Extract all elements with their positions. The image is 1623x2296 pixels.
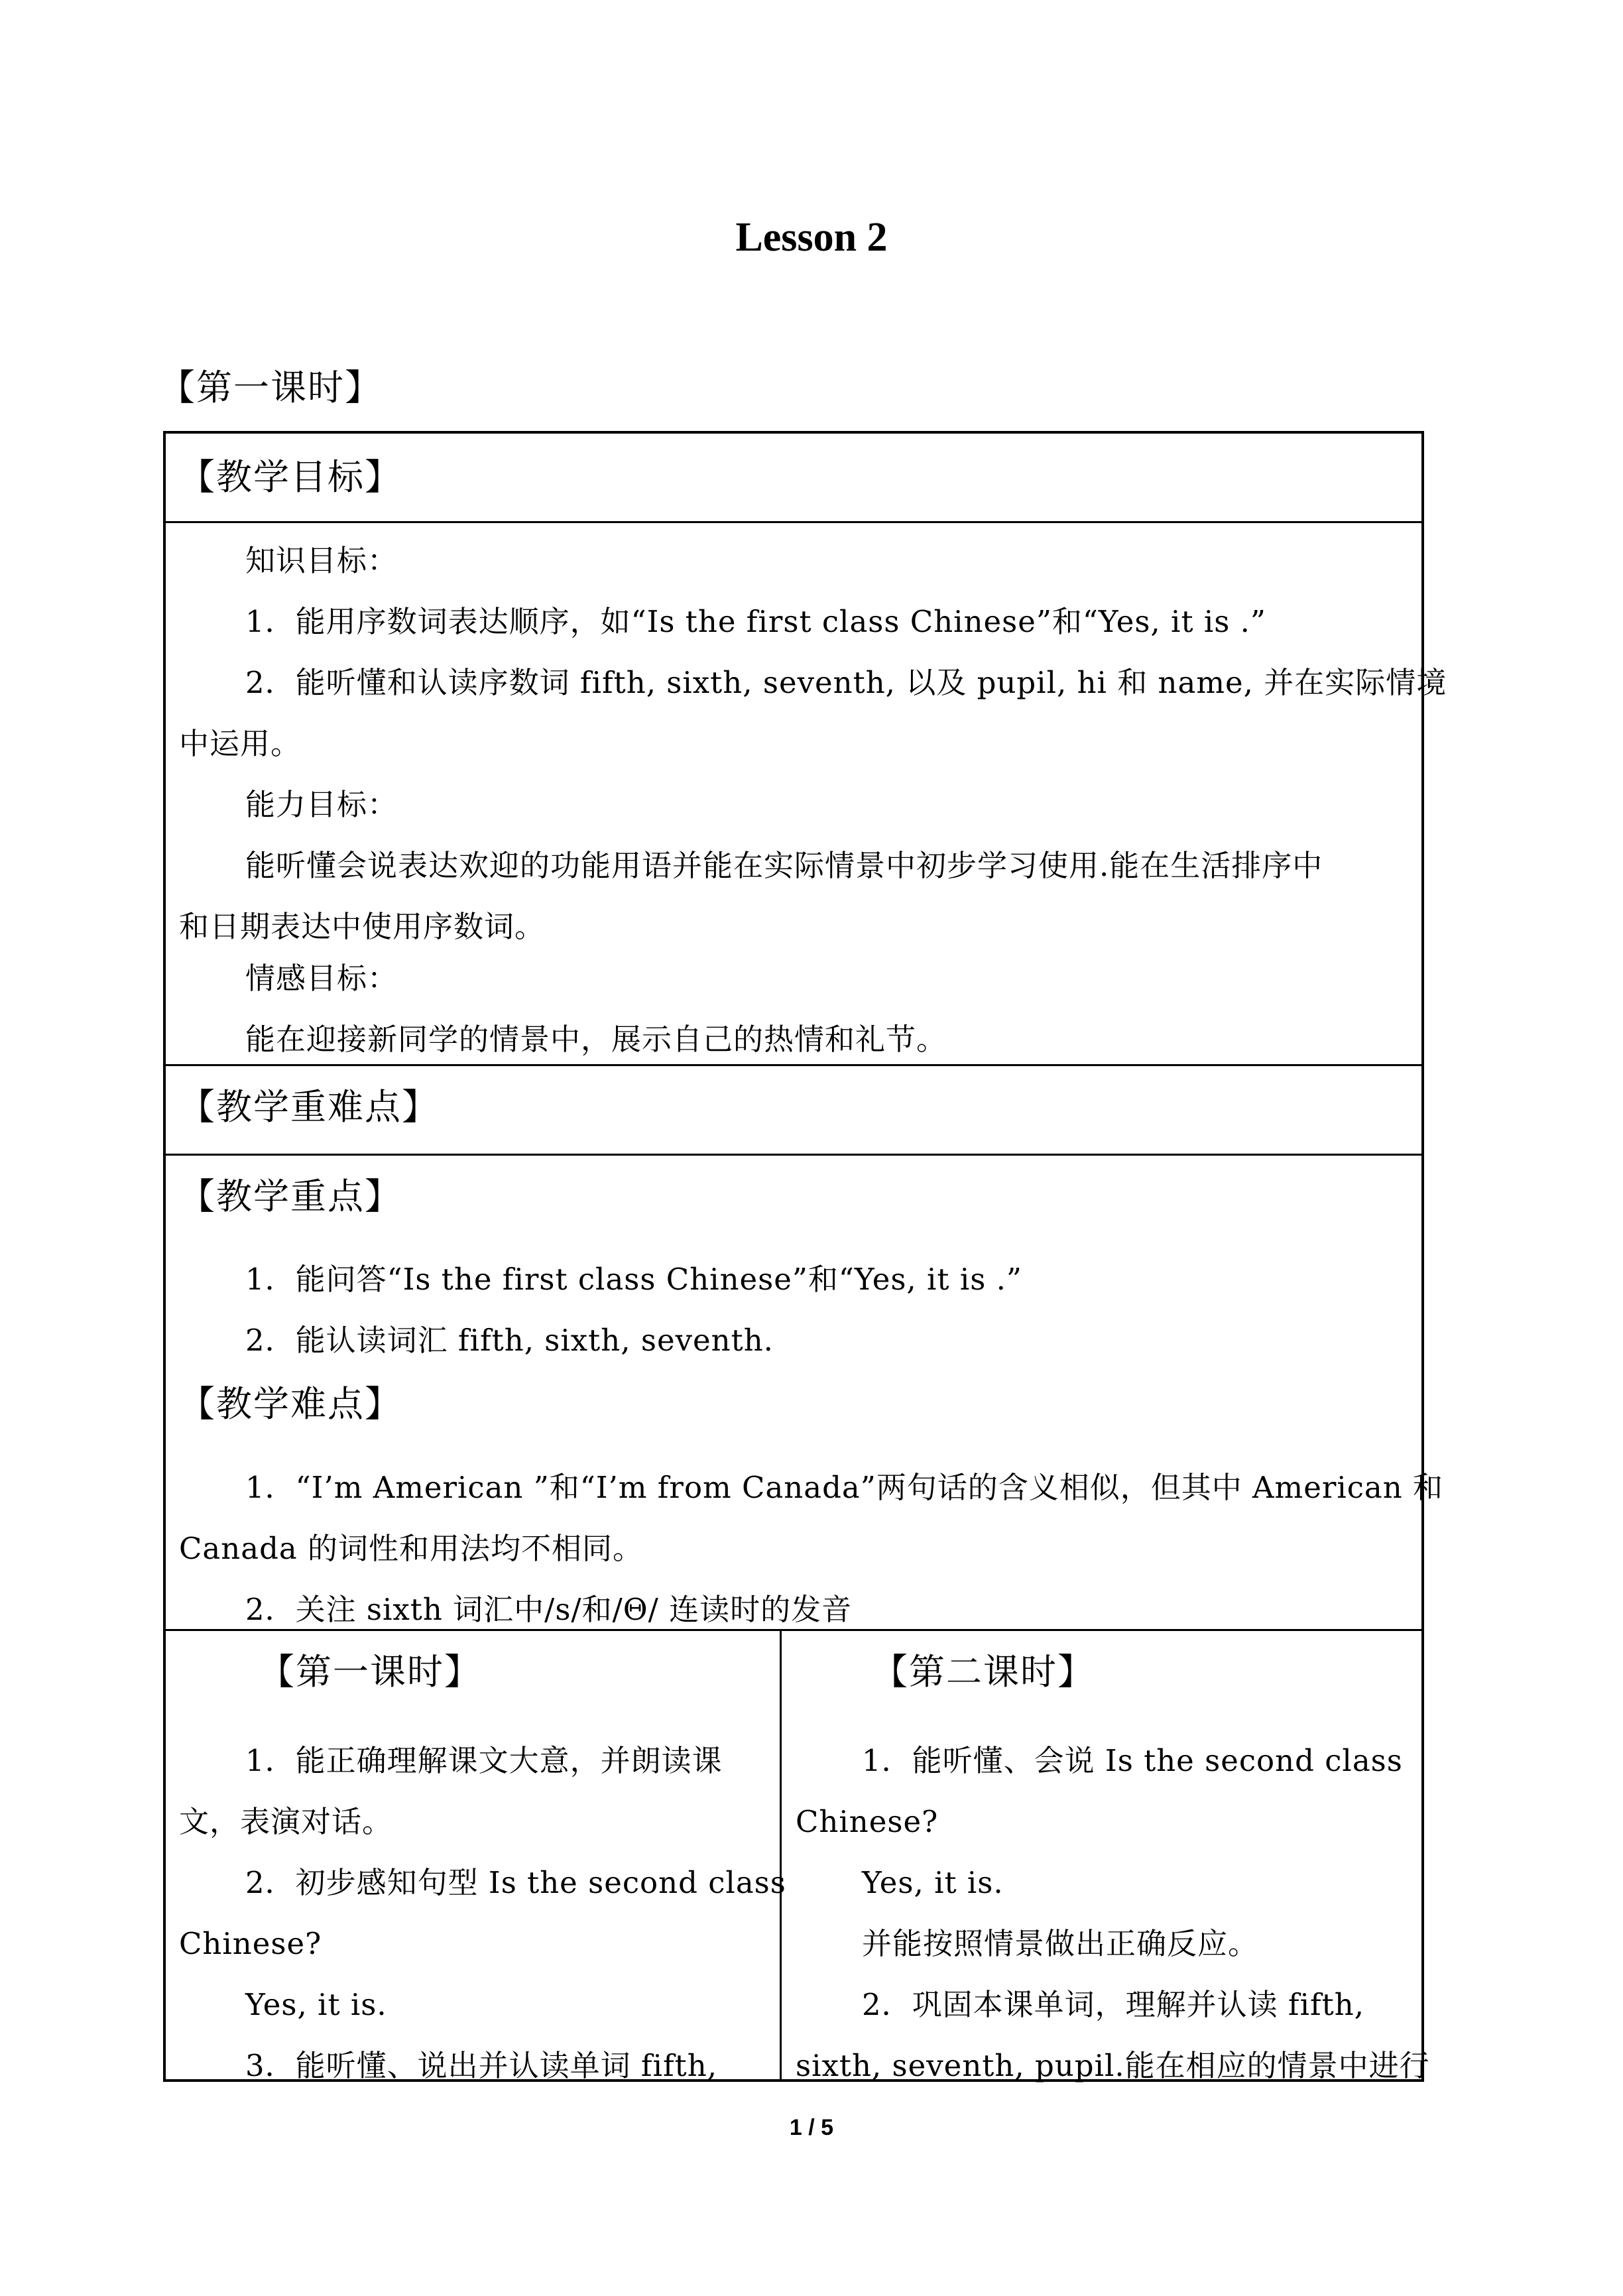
session-heading: 【第一课时】: [159, 367, 382, 408]
left-line-4: Chinese?: [179, 1926, 322, 1961]
row-divider: [163, 521, 1424, 523]
left-line-5: Yes, it is.: [245, 1987, 387, 2022]
knowledge-goal-2-line-2: 中运用。: [179, 726, 302, 761]
right-line-2: Chinese?: [796, 1804, 939, 1839]
right-line-3: Yes, it is.: [862, 1865, 1004, 1900]
knowledge-goal-1: 1．能用序数词表达顺序，如“Is the first class Chinese”和“Yes, it is .”: [245, 604, 1266, 639]
key-points-header: 【教学重点】: [179, 1176, 402, 1217]
left-line-2: 文，表演对话。: [179, 1804, 393, 1839]
ability-goal-label: 能力目标：: [245, 787, 398, 822]
left-line-3: 2．初步感知句型 Is the second class: [245, 1865, 786, 1900]
difficult-point-1-line-1: 1．“I’m American ”和“I’m from Canada”两句话的含义相似，但其中 American 和: [245, 1470, 1444, 1505]
key-point-1: 1．能问答“Is the first class Chinese”和“Yes, it is .”: [245, 1262, 1022, 1297]
page-number: 1 / 5: [789, 2115, 834, 2140]
knowledge-goal-label: 知识目标：: [245, 543, 398, 578]
right-column-header: 【第二课时】: [872, 1651, 1095, 1693]
right-line-6: sixth, seventh, pupil.能在相应的情景中进行: [796, 2048, 1430, 2083]
left-line-1: 1．能正确理解课文大意，并朗读课: [245, 1743, 723, 1778]
difficult-point-2: 2．关注 sixth 词汇中/s/和/Θ/ 连读时的发音: [245, 1592, 853, 1627]
left-line-6: 3．能听懂、说出并认读单词 fifth,: [245, 2048, 718, 2083]
knowledge-goal-2-line-1: 2．能听懂和认读序数词 fifth, sixth, seventh, 以及 pupil, hi 和 name, 并在实际情境: [245, 665, 1447, 700]
focus-header: 【教学重难点】: [179, 1086, 439, 1128]
ability-goal-line-1: 能听懂会说表达欢迎的功能用语并能在实际情景中初步学习使用.能在生活排序中: [245, 848, 1323, 883]
left-column-header: 【第一课时】: [259, 1651, 481, 1693]
emotion-goal-label: 情感目标：: [245, 961, 398, 996]
goals-header: 【教学目标】: [179, 456, 402, 498]
right-line-1: 1．能听懂、会说 Is the second class: [862, 1743, 1403, 1778]
right-line-4: 并能按照情景做出正确反应。: [862, 1926, 1259, 1961]
key-point-2: 2．能认读词汇 fifth, sixth, seventh.: [245, 1323, 774, 1358]
ability-goal-line-2: 和日期表达中使用序数词。: [179, 909, 546, 944]
emotion-goal-text: 能在迎接新同学的情景中，展示自己的热情和礼节。: [245, 1022, 947, 1057]
page-title: Lesson 2: [735, 215, 888, 260]
difficult-points-header: 【教学难点】: [179, 1383, 402, 1425]
difficult-point-1-line-2: Canada 的词性和用法均不相同。: [179, 1531, 644, 1566]
right-line-5: 2．巩固本课单词，理解并认读 fifth,: [862, 1987, 1365, 2022]
row-divider: [163, 1154, 1424, 1156]
